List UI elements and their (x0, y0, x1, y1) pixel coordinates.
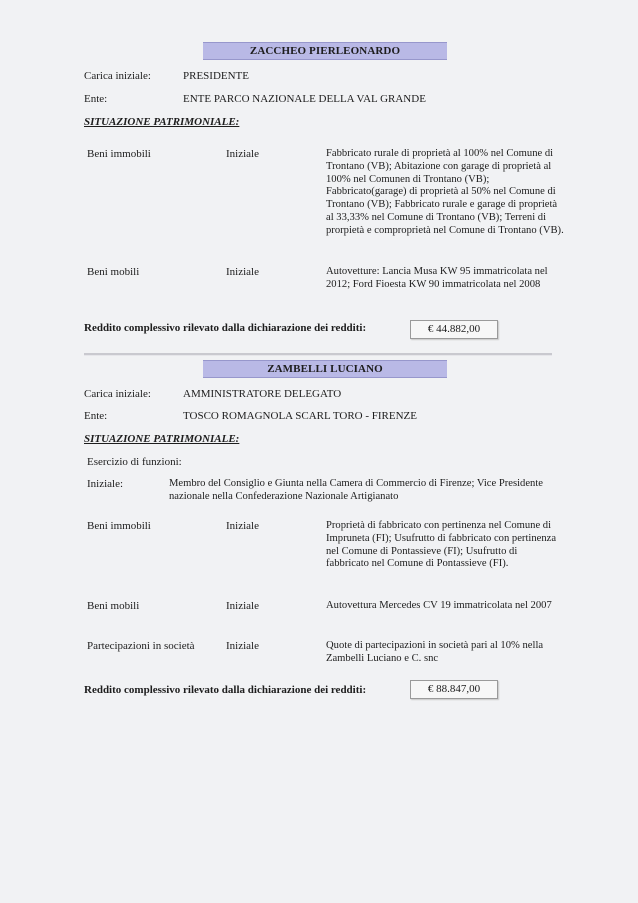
person-name-header: ZACCHEO PIERLEONARDO (203, 42, 447, 60)
reddito-value-box: € 44.882,00 (410, 320, 498, 339)
carica-value: PRESIDENTE (183, 70, 249, 82)
beni-mobili-desc: Autovettura Mercedes CV 19 immatricolata nel 2007 (326, 600, 552, 611)
ente-label: Ente: (84, 93, 108, 105)
beni-mobili-stage: Iniziale (226, 600, 259, 612)
beni-immobili-stage: Iniziale (226, 520, 259, 532)
ente-value: ENTE PARCO NAZIONALE DELLA VAL GRANDE (183, 93, 426, 105)
beni-mobili-stage: Iniziale (226, 266, 259, 278)
reddito-label: Reddito complessivo rilevato dalla dichiarazione dei redditi: (84, 322, 367, 334)
situazione-patrimoniale-title: SITUAZIONE PATRIMONIALE: (84, 116, 240, 128)
partecipazioni-label: Partecipazioni in società (87, 640, 195, 652)
beni-immobili-desc: Proprietà di fabbricato con pertinenza nel Comune di Impruneta (FI); Usufrutto di fabbricato con pertinenza nel Comune di Pontassieve (FI); Usufrutto di fabbricato nel Comune di Pontassieve (FI). (326, 520, 557, 570)
carica-label: Carica iniziale: (84, 70, 151, 82)
partecipazioni-stage: Iniziale (226, 640, 259, 652)
person-name-header: ZAMBELLI LUCIANO (203, 360, 447, 378)
beni-immobili-label: Beni immobili (87, 148, 151, 160)
beni-immobili-stage: Iniziale (226, 148, 259, 160)
beni-mobili-desc: Autovetture: Lancia Musa KW 95 immatricolata nel 2012; Ford Fioesta KW 90 immatricolata nel 2008 (326, 266, 548, 290)
carica-label: Carica iniziale: (84, 388, 151, 400)
ente-value: TOSCO ROMAGNOLA SCARL TORO - FIRENZE (183, 410, 417, 422)
reddito-label: Reddito complessivo rilevato dalla dichiarazione dei redditi: (84, 684, 367, 696)
situazione-patrimoniale-title: SITUAZIONE PATRIMONIALE: (84, 433, 240, 445)
esercizio-funzioni-desc: Membro del Consiglio e Giunta nella Camera di Commercio di Firenze; Vice Presidente nazionale nella Confederazione Nazionale Artigianato (169, 478, 543, 502)
partecipazioni-desc: Quote di partecipazioni in società pari al 10% nella Zambelli Luciano e C. snc (326, 640, 544, 664)
ente-label: Ente: (84, 410, 108, 422)
beni-immobili-label: Beni immobili (87, 520, 151, 532)
beni-mobili-label: Beni mobili (87, 600, 140, 612)
beni-immobili-desc: Fabbricato rurale di proprietà al 100% nel Comune di Trontano (VB); Abitazione con garage di proprietà al 100% nel Comunen di Trontano (VB); Fabbricato(garage) di proprietà al 50% nel Comune di Trontano (VB); Fabbricato rurale e garage di proprietà al 33,33% nel Comune di Trontano (VB); Terreni di prorpietà e comproprietà nel Comune di Trontano (VB). (326, 148, 564, 236)
beni-mobili-label: Beni mobili (87, 266, 140, 278)
reddito-value-box: € 88.847,00 (410, 680, 498, 699)
esercizio-funzioni-label: Esercizio di funzioni: (87, 456, 182, 468)
carica-value: AMMINISTRATORE DELEGATO (183, 388, 342, 400)
section-divider (84, 353, 552, 356)
iniziale-label: Iniziale: (87, 478, 124, 490)
